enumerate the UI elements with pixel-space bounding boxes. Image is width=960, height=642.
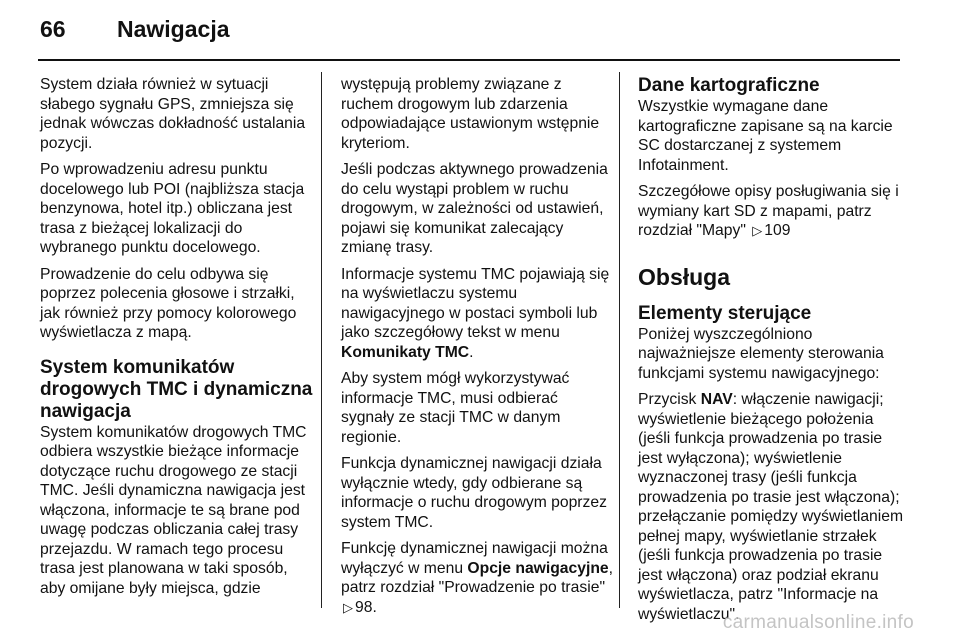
paragraph: System komunikatów drogowych TMC odbiera wszystkie bieżące informacje dotyczące ruchu drogowego ze stacji TMC. Jeśli dynamiczna nawigacja jest włączona, informacje te są brane pod uwagę podczas obliczania całej trasy przejazdu. W ramach tego procesu trasa jest planowana w taki sposób, aby omijane były miejsca, gdzie — [40, 423, 307, 597]
paragraph: System działa również w sytuacji słabego sygnału GPS, zmniejsza się jednak wówczas dokładność ustalania pozycji. — [40, 76, 306, 152]
text: Szczegółowe opisy posługiwania się i wymiany kart SD z mapami, patrz rozdział "Mapy" — [638, 183, 899, 239]
page-title: Nawigacja — [117, 16, 230, 42]
header-rule — [38, 59, 900, 61]
column-divider-1 — [321, 72, 322, 608]
menu-name-tmc: Komunikaty TMC — [341, 343, 470, 361]
section-heading-map-data: Dane kartograficzne — [638, 75, 820, 96]
text: Informacje systemu TMC pojawiają się na wyświetlaczu systemu nawigacyjnego w postaci symboli lub jako szczegółowy tekst w menu — [341, 265, 610, 341]
page-reference: 109 — [764, 222, 791, 239]
paragraph — [341, 539, 613, 617]
watermark: carmanualsonline.info — [722, 612, 914, 633]
text: . — [469, 343, 474, 361]
text: , patrz rozdział "Prowadzenie po trasie" — [341, 559, 614, 596]
page-reference-arrow-icon: ▷ — [343, 599, 353, 615]
paragraph: Poniżej wyszczególniono najważniejsze elementy sterowania funkcjami systemu nawigacyjnego: — [638, 325, 884, 382]
section-heading-controls: Elementy sterujące — [638, 302, 812, 324]
button-name-nav: NAV — [700, 391, 733, 408]
column-divider-2 — [619, 72, 620, 608]
paragraph: występują problemy związane z ruchem drogowym lub zdarzenia odpowiadające ustawionym wstępnie kryteriom. — [341, 76, 600, 152]
section-heading-tmc: System komunikatów drogowych TMC i dynamiczna nawigacja — [40, 356, 313, 422]
column-3 — [638, 75, 906, 631]
text: Funkcję dynamicznej nawigacji można wyłączyć w menu — [341, 540, 608, 577]
text: Przycisk — [638, 391, 701, 408]
paragraph: Jeśli podczas aktywnego prowadzenia do celu wystąpi problem w ruchu drogowym, w zależności od ustawień, pojawi się komunikat zalecający zmianę trasy. — [341, 161, 608, 256]
page-reference: 98. — [355, 598, 377, 616]
column-1 — [40, 75, 315, 605]
paragraph: Po wprowadzeniu adresu punktu docelowego lub POI (najbliższa stacja benzynowa, hotel itp.) obliczana jest trasa z bieżącej lokalizacji do wybranego punktu docelowego. — [40, 161, 305, 256]
page-number: 66 — [40, 16, 66, 42]
column-2 — [341, 75, 613, 624]
page-reference-arrow-icon: ▷ — [752, 223, 763, 238]
page-header — [0, 0, 960, 62]
paragraph — [638, 182, 906, 241]
paragraph — [341, 265, 613, 363]
paragraph: Wszystkie wymagane dane kartograficzne zapisane są na karcie SC dostarczanej z systemem Infotainment. — [638, 98, 893, 174]
chapter-heading-operation: Obsługa — [638, 263, 731, 290]
paragraph — [638, 390, 906, 624]
text: : włączenie nawigacji; wyświetlenie bieżącego położenia (jeśli funkcja prowadzenia po trasie jest wyłączona); wyświetlenie wyznaczonej trasy (jeśli funkcja prowadzenia po trasie jest włączona); przełączanie pomiędzy wyświetlaniem pełnej mapy, wyświetlanie strzałek (jeśli funkcja prowadzenia po trasie jest włączona) oraz podział ekranu wyświetlacza, patrz "Informacje na wyświetlaczu". — [638, 391, 904, 623]
paragraph: Funkcja dynamicznej nawigacji działa wyłącznie wtedy, gdy odbierane są informacje o ruchu drogowym poprzez system TMC. — [341, 455, 607, 531]
paragraph: Aby system mógł wykorzystywać informacje TMC, musi odbierać sygnały ze stacji TMC w danym regionie. — [341, 370, 570, 446]
paragraph: Prowadzenie do celu odbywa się poprzez polecenia głosowe i strzałki, jak również przy pomocy kolorowego wyświetlacza z mapą. — [40, 265, 297, 341]
menu-name-options: Opcje nawigacyjne — [467, 559, 609, 577]
